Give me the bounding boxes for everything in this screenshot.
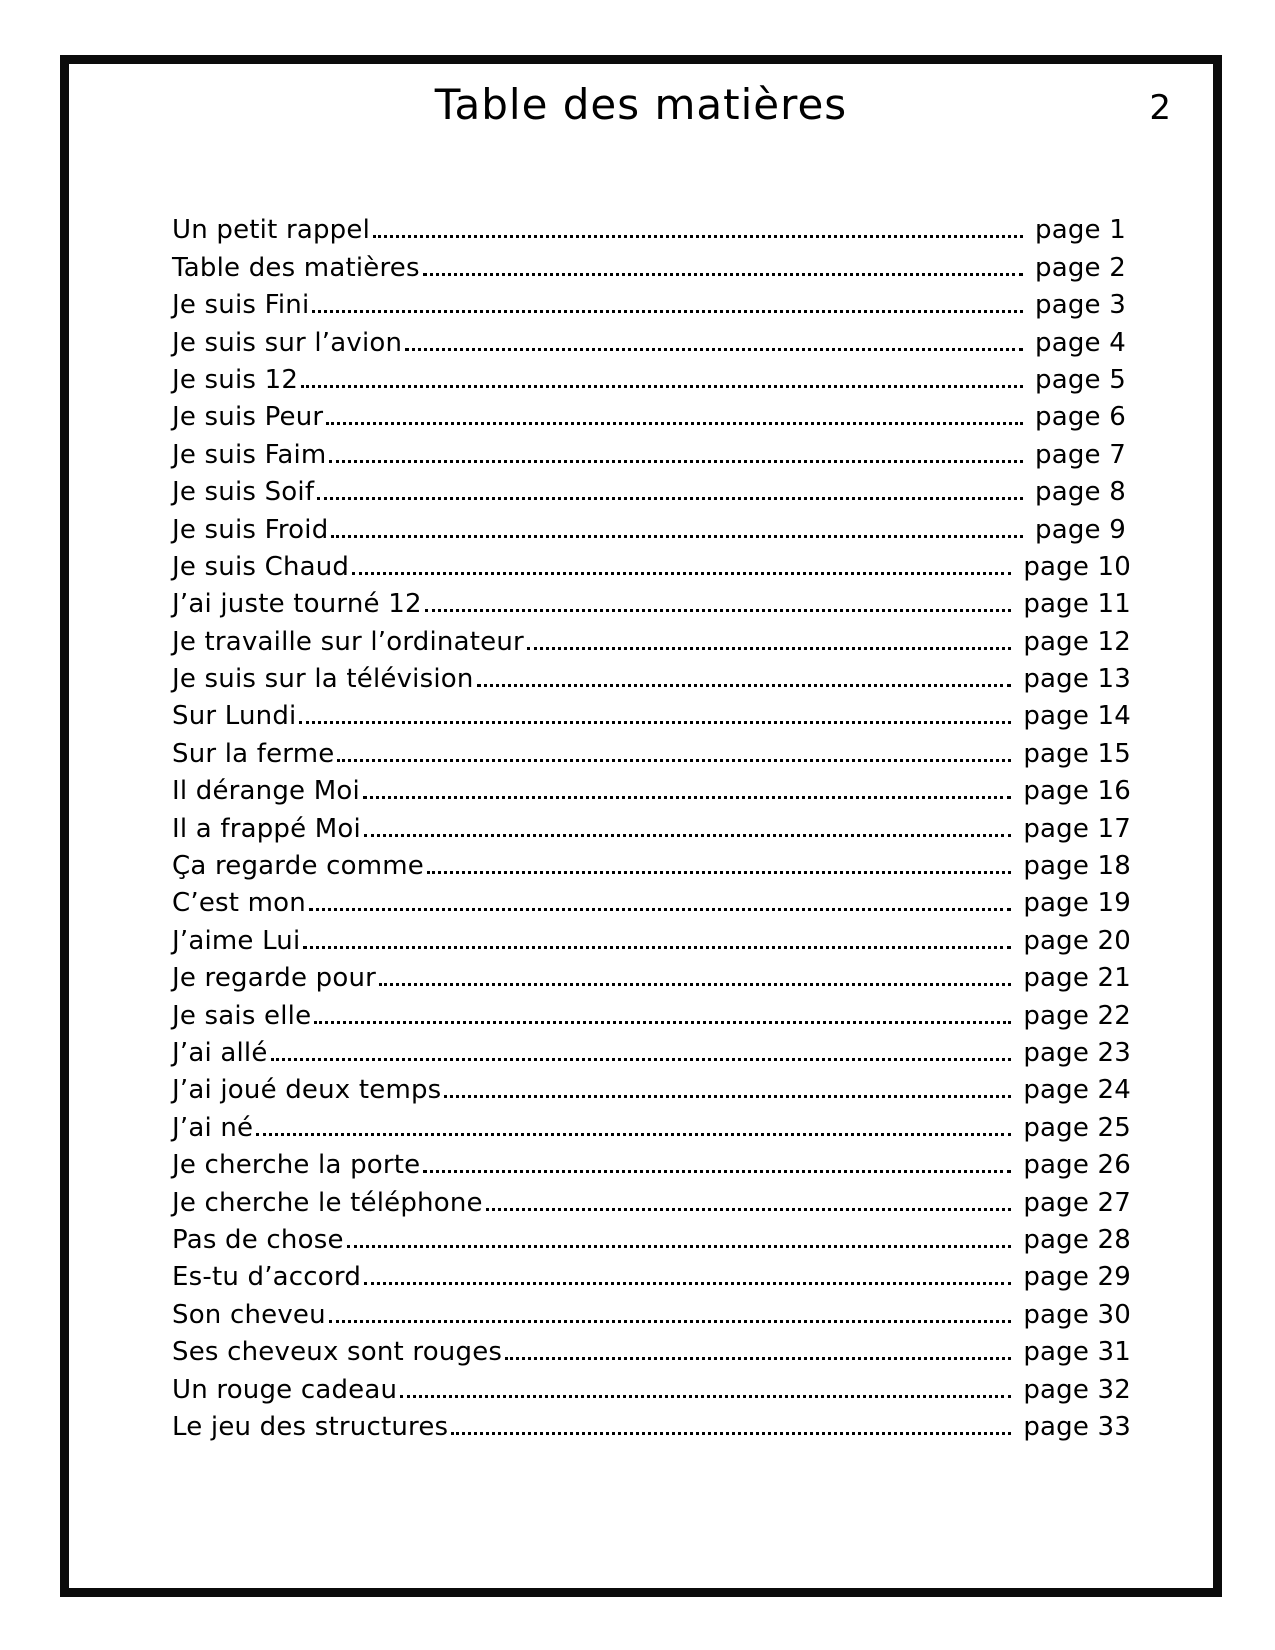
toc-entry-label: Le jeu des structures: [172, 1411, 449, 1442]
toc-entry-page: page 28: [1023, 1224, 1131, 1255]
dot-leader: [329, 1320, 1012, 1323]
toc-row: [172, 769, 1131, 806]
dot-leader: [379, 983, 1011, 986]
toc-row: [172, 358, 1131, 395]
toc-entry-label: Je cherche la porte: [172, 1150, 421, 1181]
toc-row: [172, 1068, 1131, 1105]
toc-row: [172, 320, 1131, 357]
toc-row: [172, 956, 1131, 993]
dot-leader: [301, 385, 1023, 388]
toc-row: [172, 694, 1131, 731]
dot-leader: [271, 1058, 1012, 1061]
toc-entry-label: J’ai né: [172, 1112, 254, 1143]
toc-entry-label: Un petit rappel: [172, 215, 370, 246]
dot-leader: [477, 684, 1012, 687]
toc-entry-label: J’ai joué deux temps: [172, 1075, 442, 1106]
toc-row: [172, 395, 1131, 432]
toc-entry-page: page 10: [1023, 551, 1131, 582]
toc-entry-label: Ça regarde comme: [172, 851, 424, 882]
toc-entry-page: page 17: [1023, 813, 1131, 844]
toc-row: [172, 1143, 1131, 1180]
toc-entry-page: page 27: [1023, 1187, 1131, 1218]
toc-entry-page: page 22: [1023, 1000, 1131, 1031]
toc-entry-label: Je sais elle: [172, 1000, 312, 1031]
toc-entry-page: page 13: [1023, 664, 1131, 695]
toc-entry-label: Je suis 12: [172, 364, 299, 395]
toc-row: [172, 806, 1131, 843]
dot-leader: [427, 871, 1011, 874]
toc-entry-page: page 4: [1035, 327, 1126, 358]
toc-row: [172, 881, 1131, 918]
toc-row: [172, 657, 1131, 694]
toc-entry-label: C’est mon: [172, 888, 306, 919]
toc-entry-label: J’ai allé: [172, 1037, 268, 1068]
dot-leader: [326, 422, 1023, 425]
toc-row: [172, 1180, 1131, 1217]
dot-leader: [423, 1170, 1011, 1173]
toc-entry-page: page 18: [1023, 851, 1131, 882]
toc-entry-page: page 15: [1023, 738, 1131, 769]
toc-entry-label: Je regarde pour: [172, 963, 377, 994]
toc-entry-label: Je travaille sur l’ordinateur: [172, 626, 524, 657]
toc-row: [172, 1031, 1131, 1068]
toc-row: [172, 283, 1131, 320]
toc-entry-page: page 12: [1023, 626, 1131, 657]
toc-entry-page: page 21: [1023, 963, 1131, 994]
toc-entry-page: page 24: [1023, 1075, 1131, 1106]
dot-leader: [347, 1245, 1012, 1248]
toc-row: [172, 507, 1131, 544]
toc-entry-label: Je suis Chaud: [172, 551, 350, 582]
dot-leader: [317, 497, 1023, 500]
toc-entry-label: Son cheveu: [172, 1299, 326, 1330]
toc-entry-label: Sur la ferme: [172, 738, 335, 769]
toc-entry-page: page 5: [1035, 364, 1126, 395]
toc-row: [172, 1292, 1131, 1329]
dot-leader: [331, 535, 1023, 538]
toc-row: [172, 731, 1131, 768]
toc-entry-label: Je suis sur l’avion: [172, 327, 403, 358]
toc-entry-page: page 16: [1023, 776, 1131, 807]
toc-entry-label: Ses cheveux sont rouges: [172, 1337, 503, 1368]
dot-leader: [363, 796, 1011, 799]
dot-leader: [373, 235, 1023, 238]
toc-entry-label: Je suis Froid: [172, 514, 329, 545]
toc-entry-label: Sur Lundi: [172, 701, 297, 732]
toc-entry-label: Il dérange Moi: [172, 776, 360, 807]
dot-leader: [400, 1395, 1011, 1398]
dot-leader: [314, 1021, 1011, 1024]
toc-row: [172, 432, 1131, 469]
toc-entry-label: Il a frappé Moi: [172, 813, 361, 844]
toc-row: [172, 1218, 1131, 1255]
toc-entry-label: J’aime Lui: [172, 925, 301, 956]
dot-leader: [309, 908, 1011, 911]
toc-entry-page: page 11: [1023, 589, 1131, 620]
toc-row: [172, 470, 1131, 507]
toc-row: [172, 208, 1131, 245]
page-border-frame: [60, 55, 1222, 1597]
dot-leader: [444, 1095, 1011, 1098]
toc-entry-label: Je suis Peur: [172, 402, 324, 433]
toc-row: [172, 918, 1131, 955]
page-title: Table des matières: [434, 80, 848, 129]
dot-leader: [451, 1432, 1011, 1435]
dot-leader: [337, 759, 1011, 762]
dot-leader: [364, 1282, 1011, 1285]
toc-entry-page: page 6: [1035, 402, 1126, 433]
dot-leader: [329, 460, 1023, 463]
toc-entry-page: page 20: [1023, 925, 1131, 956]
toc-row: [172, 844, 1131, 881]
toc-row: [172, 545, 1131, 582]
toc-list: [69, 208, 1213, 1442]
toc-entry-page: page 29: [1023, 1262, 1131, 1293]
toc-entry-label: Je suis Fini: [172, 290, 310, 321]
dot-leader: [527, 647, 1011, 650]
dot-leader: [303, 946, 1011, 949]
toc-entry-page: page 25: [1023, 1112, 1131, 1143]
toc-row: [172, 1367, 1131, 1404]
dot-leader: [423, 273, 1023, 276]
toc-row: [172, 619, 1131, 656]
dot-leader: [312, 310, 1023, 313]
toc-row: [172, 582, 1131, 619]
toc-entry-page: page 32: [1023, 1374, 1131, 1405]
toc-entry-label: Es-tu d’accord: [172, 1262, 362, 1293]
toc-entry-page: page 31: [1023, 1337, 1131, 1368]
dot-leader: [299, 721, 1011, 724]
toc-entry-page: page 3: [1035, 290, 1126, 321]
toc-entry-page: page 7: [1035, 439, 1126, 470]
toc-row: [172, 1405, 1131, 1442]
toc-entry-label: J’ai juste tourné 12: [172, 589, 422, 620]
dot-leader: [505, 1357, 1011, 1360]
toc-entry-label: Je suis Faim: [172, 439, 327, 470]
toc-entry-label: Je suis Soif: [172, 477, 315, 508]
toc-row: [172, 1105, 1131, 1142]
dot-leader: [486, 1208, 1012, 1211]
toc-entry-page: page 30: [1023, 1299, 1131, 1330]
toc-row: [172, 1255, 1131, 1292]
dot-leader: [405, 348, 1023, 351]
toc-entry-label: Table des matières: [172, 252, 420, 283]
toc-row: [172, 245, 1131, 282]
dot-leader: [364, 834, 1011, 837]
toc-entry-label: Je cherche le téléphone: [172, 1187, 483, 1218]
toc-entry-page: page 33: [1023, 1411, 1131, 1442]
toc-entry-page: page 26: [1023, 1150, 1131, 1181]
toc-entry-label: Je suis sur la télévision: [172, 664, 474, 695]
dot-leader: [256, 1133, 1011, 1136]
toc-entry-page: page 23: [1023, 1037, 1131, 1068]
toc-entry-label: Un rouge cadeau: [172, 1374, 398, 1405]
toc-entry-page: page 9: [1035, 514, 1126, 545]
toc-row: [172, 993, 1131, 1030]
toc-entry-page: page 1: [1035, 215, 1126, 246]
corner-page-number: 2: [1149, 88, 1171, 128]
toc-entry-label: Pas de chose: [172, 1224, 344, 1255]
toc-entry-page: page 19: [1023, 888, 1131, 919]
dot-leader: [425, 609, 1012, 612]
toc-entry-page: page 2: [1035, 252, 1126, 283]
toc-row: [172, 1330, 1131, 1367]
toc-entry-page: page 14: [1023, 701, 1131, 732]
toc-entry-page: page 8: [1035, 477, 1126, 508]
dot-leader: [352, 572, 1011, 575]
